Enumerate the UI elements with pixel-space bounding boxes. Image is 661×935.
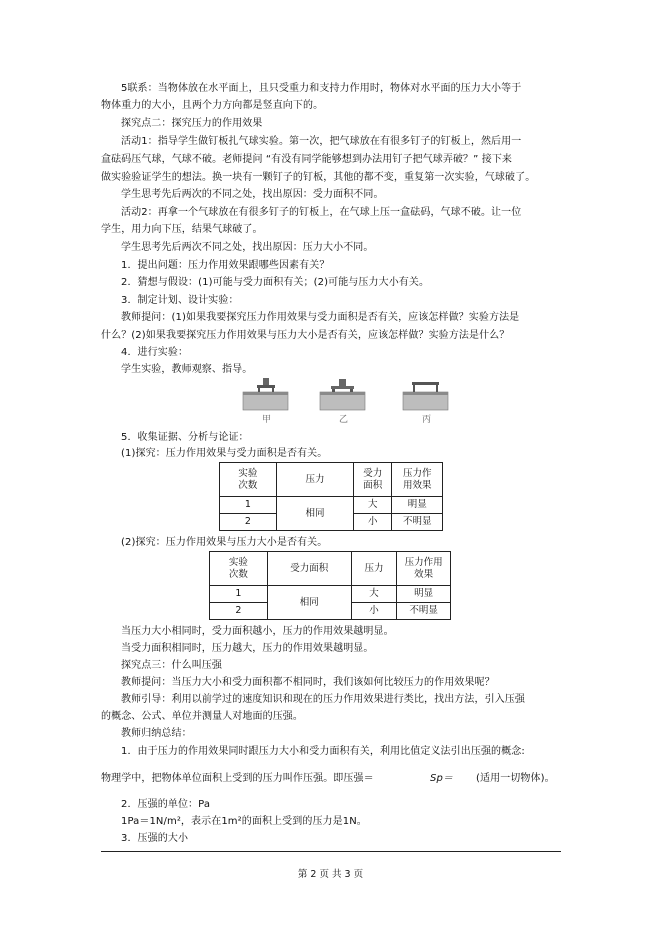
text-line: (2)探究：压力作用效果与压力大小是否有关。 <box>121 537 328 548</box>
text-line: 教师引导：利用以前学过的速度知识和现在的压力作用效果进行类比，找出方法，引入压强 <box>121 694 525 705</box>
text-line: (适用一切物体)。 <box>476 773 555 784</box>
text-line: 物体重力的大小，且两个力方向都是竖直向下的。 <box>101 100 324 111</box>
formula-symbol-s: S <box>430 773 437 784</box>
table-cell: 相同 <box>267 586 351 620</box>
figure-label-bing: 丙 <box>422 415 432 424</box>
page-footer: 第 2 页 共 3 页 <box>297 869 364 880</box>
text-line: 1．提出问题：压力作用效果跟哪些因素有关？ <box>121 260 330 271</box>
text-line: 教师归纳总结： <box>121 728 192 739</box>
text-line: 学生思考先后两次的不同之处，找出原因：受力面积不同。 <box>121 189 384 200</box>
figure-label-jia: 甲 <box>262 415 272 424</box>
table-cell: 明显 <box>392 497 443 514</box>
text-line: 教师提问：(1)如果我要探究压力作用效果与受力面积是否有关，应该怎样做？实验方法是 <box>121 312 520 323</box>
text-line: 2．压强的单位：Pa <box>121 799 211 810</box>
text-line: 3．压强的大小 <box>121 833 189 844</box>
text-line: 盒砝码压气球，气球不破。老师提问 “有没有同学能够想到办法用钉子把气球弄破？” 接下来 <box>101 154 513 165</box>
table-cell: 明显 <box>397 586 451 603</box>
experiment-figure-jia <box>240 372 292 424</box>
table-cell: 1 <box>220 497 277 514</box>
text-line: 活动2：再拿一个气球放在有很多钉子的钉板上，在气球上压一盒砝码，气球不破。让一位 <box>121 207 522 218</box>
table-cell: 不明显 <box>392 514 443 531</box>
text-line: 3．制定计划、设计实验： <box>121 295 239 306</box>
text-line: 学生，用力向下压，结果气球破了。 <box>101 224 263 235</box>
text-line: 当受力面积相同时，压力越大，压力的作用效果越明显。 <box>121 643 374 654</box>
text-line: 做实验验证学生的想法。换一块有一颗钉子的钉板，其他的都不变，重复第一次实验，气球破了。 <box>101 172 536 183</box>
text-line: 教师提问：当压力大小和受力面积都不相同时，我们该如何比较压力的作用效果呢？ <box>121 677 495 688</box>
table-header: 压力 <box>276 463 353 497</box>
text-line: 1Pa＝1N/m²，表示在1m²的面积上受到的压力是1N。 <box>121 816 367 827</box>
table-header: 受力 面积 <box>354 463 392 497</box>
experiment-table-1 <box>219 462 443 531</box>
text-line: 的概念、公式、单位并测量人对地面的压强。 <box>101 711 303 722</box>
formula-symbol-p: p＝ <box>436 773 454 784</box>
text-line: 2．猜想与假设：(1)可能与受力面积有关；(2)可能与压力大小有关。 <box>121 277 430 288</box>
experiment-table-2 <box>209 551 451 620</box>
table-cell: 小 <box>351 603 397 620</box>
text-line: 物理学中，把物体单位面积上受到的压力叫作压强。即压强＝ <box>101 773 374 784</box>
text-line: 1．由于压力的作用效果同时跟压力大小和受力面积有关，利用比值定义法引出压强的概念: <box>121 746 525 757</box>
table-cell: 相同 <box>276 497 353 531</box>
table-header: 压力作 用效果 <box>392 463 443 497</box>
table-header: 压力作用 效果 <box>397 552 451 586</box>
text-line: 当压力大小相同时，受力面积越小，压力的作用效果越明显。 <box>121 626 394 637</box>
text-line: 5．收集证据、分析与论证： <box>121 432 249 443</box>
section-heading: 探究点三：什么叫压强 <box>121 660 222 671</box>
table-cell: 2 <box>210 603 268 620</box>
text-line: 活动1：指导学生做钉板扎气球实验。第一次，把气球放在有很多钉子的钉板上，然后用一 <box>121 136 522 147</box>
text-line: 学生思考先后两次不同之处，找出原因：压力大小不同。 <box>121 242 374 253</box>
experiment-figure-bing <box>400 372 452 424</box>
table-header: 实验 次数 <box>210 552 268 586</box>
section-heading: 探究点二：探究压力的作用效果 <box>121 118 263 129</box>
table-cell: 2 <box>220 514 277 531</box>
formula <box>430 772 480 785</box>
table-cell: 大 <box>354 497 392 514</box>
table-cell: 大 <box>351 586 397 603</box>
text-line: (1)探究：压力作用效果与受力面积是否有关。 <box>121 448 328 459</box>
table-header: 压力 <box>351 552 397 586</box>
experiment-figure-yi <box>317 372 369 424</box>
table-header: 实验 次数 <box>220 463 277 497</box>
table-cell: 1 <box>210 586 268 603</box>
table-cell: 小 <box>354 514 392 531</box>
table-cell: 不明显 <box>397 603 451 620</box>
text-line: 4．进行实验： <box>121 347 189 358</box>
text-line: 学生实验，教师观察、指导。 <box>121 364 253 375</box>
table-header: 受力面积 <box>267 552 351 586</box>
text-line: 什么？(2)如果我要探究压力作用效果与压力大小是否有关，应该怎样做？实验方法是什么？ <box>101 330 510 341</box>
figure-label-yi: 乙 <box>339 415 349 424</box>
text-line: 5联系：当物体放在水平面上，且只受重力和支持力作用时，物体对水平面的压力大小等于 <box>121 83 522 94</box>
footer-divider <box>101 851 561 852</box>
